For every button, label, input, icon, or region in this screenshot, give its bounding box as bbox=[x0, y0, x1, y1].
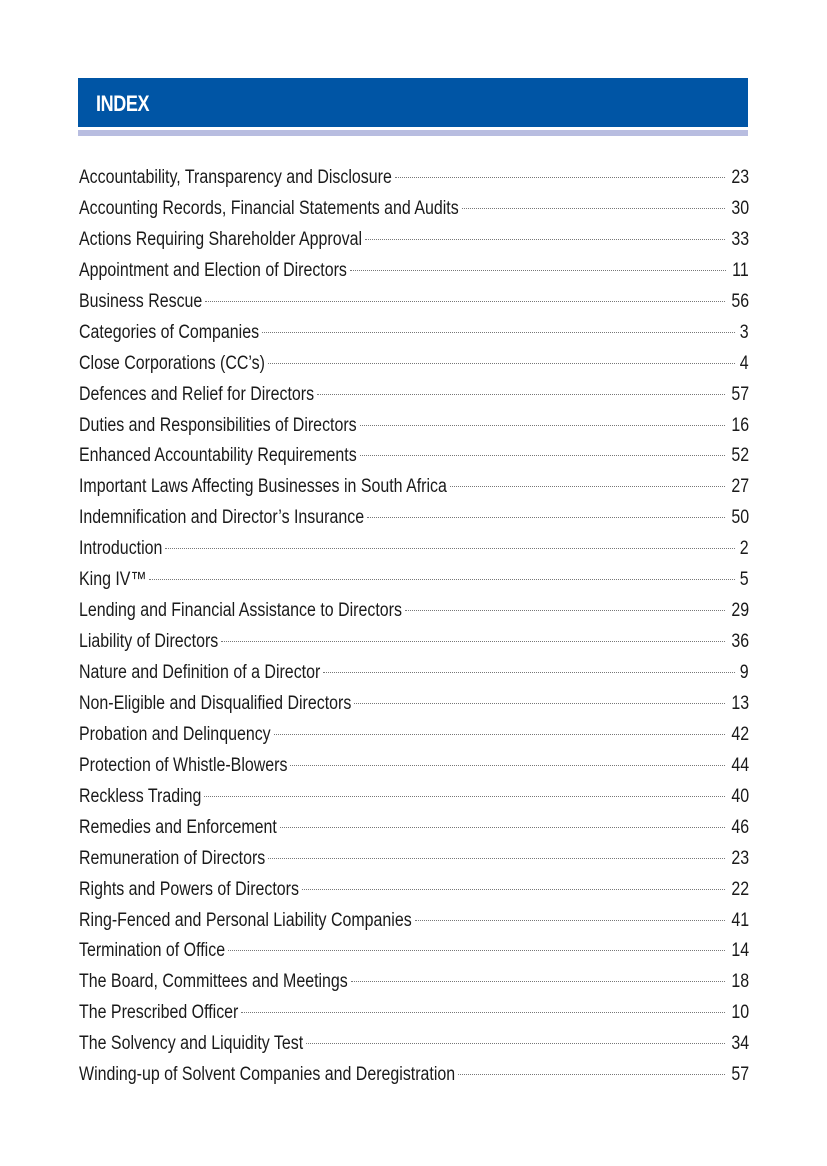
entry-page-number: 14 bbox=[731, 940, 749, 962]
entry-label: Actions Requiring Shareholder Approval bbox=[79, 228, 363, 250]
dot-leader bbox=[241, 1012, 724, 1013]
index-entry[interactable] bbox=[79, 349, 749, 380]
dot-leader bbox=[302, 889, 725, 890]
index-entry[interactable] bbox=[79, 967, 749, 998]
entry-label: Protection of Whistle-Blowers bbox=[79, 754, 288, 776]
entry-label: Rights and Powers of Directors bbox=[79, 878, 299, 900]
dot-leader bbox=[205, 301, 725, 302]
entry-page-number: 36 bbox=[731, 631, 749, 653]
dot-leader bbox=[354, 703, 725, 704]
index-entry[interactable] bbox=[79, 565, 749, 596]
entry-label: Termination of Office bbox=[79, 940, 226, 962]
index-entry[interactable] bbox=[79, 194, 749, 225]
dot-leader bbox=[405, 610, 725, 611]
dot-leader bbox=[415, 920, 725, 921]
dot-leader bbox=[450, 486, 725, 487]
entry-label-wrap bbox=[79, 380, 314, 411]
index-entry[interactable] bbox=[79, 689, 749, 720]
entry-label-wrap bbox=[79, 875, 299, 906]
entry-label: The Prescribed Officer bbox=[79, 1002, 239, 1024]
dot-leader bbox=[462, 208, 725, 209]
entry-page-number: 46 bbox=[731, 816, 749, 838]
entry-page-number: 5 bbox=[740, 569, 749, 591]
entry-label: Close Corporations (CC’s) bbox=[79, 352, 265, 374]
entry-label-wrap bbox=[79, 1060, 455, 1091]
index-entry[interactable] bbox=[79, 875, 749, 906]
entry-label: Categories of Companies bbox=[79, 321, 260, 343]
dot-leader bbox=[268, 363, 735, 364]
entry-label-wrap bbox=[79, 565, 146, 596]
entry-label: Reckless Trading bbox=[79, 785, 202, 807]
entry-page-number: 18 bbox=[731, 971, 749, 993]
entry-label: Accounting Records, Financial Statements and Audits bbox=[79, 197, 459, 219]
dot-leader bbox=[365, 239, 725, 240]
entry-label: The Solvency and Liquidity Test bbox=[79, 1033, 304, 1055]
index-entry[interactable] bbox=[79, 782, 749, 813]
entry-page-number: 50 bbox=[731, 507, 749, 529]
dot-leader bbox=[274, 734, 725, 735]
dot-leader bbox=[280, 827, 725, 828]
entry-label: Nature and Definition of a Director bbox=[79, 662, 321, 683]
index-entry[interactable] bbox=[79, 287, 749, 318]
dot-leader bbox=[323, 672, 735, 673]
entry-page-number: 40 bbox=[731, 785, 749, 807]
dot-leader bbox=[221, 641, 725, 642]
entry-label-wrap bbox=[79, 534, 162, 565]
dot-leader bbox=[262, 332, 735, 333]
index-entry[interactable] bbox=[79, 380, 749, 411]
entry-page-number: 16 bbox=[731, 414, 749, 436]
dot-leader bbox=[360, 455, 725, 456]
index-list bbox=[79, 163, 749, 1091]
entry-label-wrap bbox=[79, 998, 238, 1029]
index-entry[interactable] bbox=[79, 627, 749, 658]
entry-label: Probation and Delinquency bbox=[79, 723, 271, 745]
entry-page-number: 23 bbox=[731, 167, 749, 188]
entry-label-wrap bbox=[79, 472, 447, 503]
header-divider bbox=[78, 130, 748, 136]
dot-leader bbox=[228, 950, 725, 951]
entry-label-wrap bbox=[79, 318, 259, 349]
entry-label: Liability of Directors bbox=[79, 631, 219, 653]
entry-page-number: 52 bbox=[731, 445, 749, 467]
entry-label-wrap bbox=[79, 967, 348, 998]
entry-page-number: 42 bbox=[731, 723, 749, 745]
dot-leader bbox=[395, 177, 725, 178]
entry-label-wrap bbox=[79, 689, 351, 720]
dot-leader bbox=[350, 270, 726, 271]
dot-leader bbox=[268, 858, 725, 859]
index-entry[interactable] bbox=[79, 813, 749, 844]
entry-page-number: 30 bbox=[731, 197, 749, 219]
entry-label-wrap bbox=[79, 596, 402, 627]
dot-leader bbox=[204, 796, 724, 797]
entry-page-number: 34 bbox=[731, 1033, 749, 1055]
entry-label-wrap bbox=[79, 194, 459, 225]
entry-label: Remedies and Enforcement bbox=[79, 816, 277, 838]
index-entry[interactable] bbox=[79, 936, 749, 967]
index-header bbox=[78, 78, 748, 127]
entry-label-wrap bbox=[79, 906, 412, 937]
entry-label-wrap bbox=[79, 844, 265, 875]
entry-label-wrap bbox=[79, 782, 201, 813]
entry-label: Ring-Fenced and Personal Liability Companies bbox=[79, 909, 412, 931]
index-entry[interactable] bbox=[79, 534, 749, 565]
entry-label: Non-Eligible and Disqualified Directors bbox=[79, 692, 352, 714]
entry-label-wrap bbox=[79, 256, 347, 287]
entry-label: Accountability, Transparency and Disclosure bbox=[79, 167, 392, 188]
entry-page-number: 3 bbox=[740, 321, 749, 343]
index-entry[interactable] bbox=[79, 318, 749, 349]
dot-leader bbox=[306, 1043, 725, 1044]
dot-leader bbox=[351, 981, 725, 982]
entry-page-number: 13 bbox=[731, 692, 749, 714]
entry-page-number: 11 bbox=[732, 259, 749, 281]
dot-leader bbox=[317, 394, 725, 395]
index-entry[interactable] bbox=[79, 658, 749, 689]
index-entry[interactable] bbox=[79, 906, 749, 937]
index-entry[interactable] bbox=[79, 441, 749, 472]
entry-label: Duties and Responsibilities of Directors bbox=[79, 414, 357, 436]
index-entry[interactable] bbox=[79, 472, 749, 503]
entry-label: King IV™ bbox=[79, 569, 147, 591]
entry-page-number: 57 bbox=[731, 383, 749, 405]
entry-label-wrap bbox=[79, 751, 287, 782]
entry-label: Business Rescue bbox=[79, 290, 203, 312]
entry-page-number: 9 bbox=[740, 662, 749, 683]
index-entry[interactable] bbox=[79, 503, 749, 534]
entry-label: Indemnification and Director’s Insurance bbox=[79, 507, 365, 529]
entry-label-wrap bbox=[79, 627, 218, 658]
index-entry[interactable] bbox=[79, 596, 749, 627]
index-entry[interactable] bbox=[79, 751, 749, 782]
entry-label-wrap bbox=[79, 503, 364, 534]
entry-label-wrap bbox=[79, 349, 265, 380]
entry-page-number: 33 bbox=[731, 228, 749, 250]
index-entry[interactable] bbox=[79, 998, 749, 1029]
dot-leader bbox=[290, 765, 724, 766]
entry-label: Defences and Relief for Directors bbox=[79, 383, 315, 405]
entry-label: Appointment and Election of Directors bbox=[79, 259, 347, 281]
entry-page-number: 2 bbox=[740, 538, 749, 560]
entry-label-wrap bbox=[79, 287, 202, 318]
entry-label-wrap bbox=[79, 658, 320, 689]
entry-label: The Board, Committees and Meetings bbox=[79, 971, 348, 993]
entry-page-number: 41 bbox=[731, 909, 749, 931]
index-entry[interactable] bbox=[79, 163, 749, 194]
entry-label: Introduction bbox=[79, 538, 163, 560]
entry-page-number: 22 bbox=[731, 878, 749, 900]
entry-page-number: 10 bbox=[731, 1002, 749, 1024]
entry-label: Important Laws Affecting Businesses in South Africa bbox=[79, 476, 447, 498]
entry-label-wrap bbox=[79, 936, 225, 967]
index-entry[interactable] bbox=[79, 720, 749, 751]
entry-page-number: 4 bbox=[740, 352, 749, 374]
entry-page-number: 29 bbox=[731, 600, 749, 622]
entry-page-number: 23 bbox=[731, 847, 749, 869]
page-title: INDEX bbox=[96, 91, 150, 116]
index-entry[interactable] bbox=[79, 1060, 749, 1091]
dot-leader bbox=[149, 579, 735, 580]
entry-label-wrap bbox=[79, 720, 271, 751]
index-entry[interactable] bbox=[79, 256, 749, 287]
entry-page-number: 56 bbox=[731, 290, 749, 312]
entry-label-wrap bbox=[79, 225, 362, 256]
dot-leader bbox=[165, 548, 735, 549]
entry-page-number: 57 bbox=[731, 1064, 749, 1086]
entry-label-wrap bbox=[79, 163, 392, 194]
index-entry[interactable] bbox=[79, 844, 749, 875]
entry-label: Enhanced Accountability Requirements bbox=[79, 445, 357, 467]
entry-label: Winding-up of Solvent Companies and Deregistration bbox=[79, 1064, 456, 1086]
entry-label-wrap bbox=[79, 813, 277, 844]
entry-page-number: 27 bbox=[731, 476, 749, 498]
entry-page-number: 44 bbox=[731, 754, 749, 776]
entry-label-wrap bbox=[79, 411, 357, 442]
entry-label-wrap bbox=[79, 1029, 303, 1060]
index-entry[interactable] bbox=[79, 411, 749, 442]
index-entry[interactable] bbox=[79, 225, 749, 256]
dot-leader bbox=[360, 425, 725, 426]
entry-label: Lending and Financial Assistance to Directors bbox=[79, 600, 402, 622]
dot-leader bbox=[458, 1074, 725, 1075]
index-entry[interactable] bbox=[79, 1029, 749, 1060]
entry-label-wrap bbox=[79, 441, 357, 472]
entry-label: Remuneration of Directors bbox=[79, 847, 266, 869]
dot-leader bbox=[367, 517, 725, 518]
